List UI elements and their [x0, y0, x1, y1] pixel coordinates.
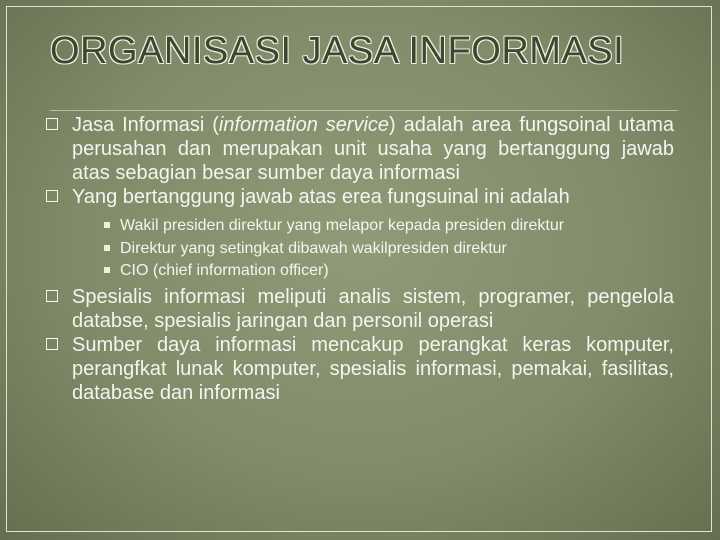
- square-bullet-icon: [104, 245, 110, 251]
- bullet-box-icon: [46, 338, 58, 350]
- square-bullet-icon: [104, 222, 110, 228]
- bullet-text-part: Jasa Informasi (: [72, 114, 219, 136]
- bullet-jasa-informasi: [46, 113, 674, 185]
- sub-item: [104, 238, 674, 261]
- bullet-text-italic: information service: [218, 114, 390, 136]
- bullet-sumber-daya: [46, 333, 674, 405]
- bullet-box-icon: [46, 190, 58, 202]
- sub-item-text: CIO (chief information officer): [120, 262, 329, 279]
- bullet-text-part: ) adalah area fungsoinal utama perusahan dan merupakan unit usaha yang bertanggung jawab atas sebagian besar sumber daya informasi: [72, 114, 675, 184]
- bullet-box-icon: [46, 118, 58, 130]
- bullet-text: Sumber daya informasi mencakup perangkat keras komputer, perangfkat lunak komputer, spesialis informasi, pemakai, fasilitas, database dan informasi: [72, 333, 674, 404]
- bullet-box-icon: [46, 290, 58, 302]
- title-divider: [50, 110, 678, 111]
- bullet-yang-bertanggung-jawab: [46, 185, 674, 209]
- bullet-text: Spesialis informasi meliputi analis sistem, programer, pengelola databse, spesialis jaringan dan personil operasi: [72, 285, 674, 332]
- sub-item: [104, 215, 674, 238]
- bullet-spesialis-informasi: [46, 285, 674, 333]
- bullet-text: Yang bertanggung jawab atas erea fungsuinal ini adalah: [72, 186, 570, 208]
- slide-content: [46, 113, 674, 405]
- sub-list: [46, 215, 674, 283]
- slide-title: ORGANISASI JASA INFORMASI: [50, 30, 625, 72]
- sub-item-text: Wakil presiden direktur yang melapor kepada presiden direktur: [120, 217, 565, 234]
- sub-item: [104, 260, 674, 283]
- sub-item-text: Direktur yang setingkat dibawah wakilpresiden direktur: [120, 239, 507, 257]
- square-bullet-icon: [104, 267, 110, 273]
